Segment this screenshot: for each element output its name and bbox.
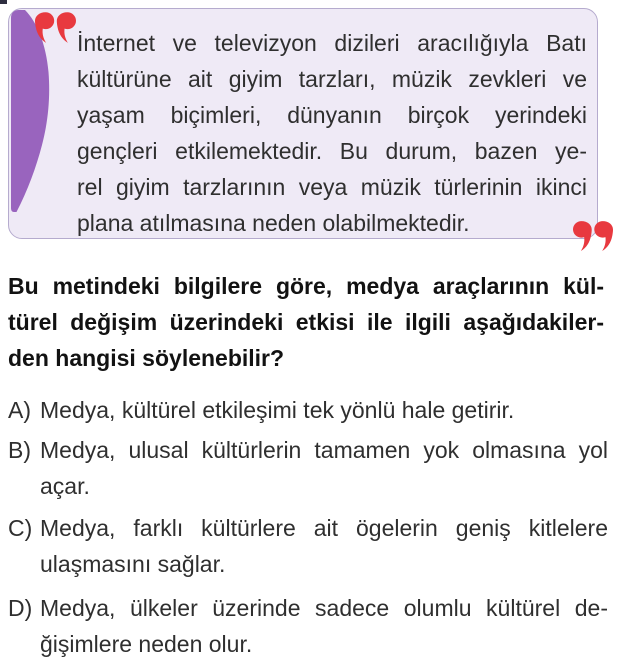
option-c-letter: C) xyxy=(8,515,33,541)
open-quote-icon xyxy=(35,11,76,45)
option-d-letter: D) xyxy=(8,595,33,621)
option-d xyxy=(8,590,610,662)
scan-artifact xyxy=(0,0,7,4)
option-b-text: Medya, ulusal kültürlerin tamamen yok olmasına yol açar. xyxy=(40,437,608,499)
option-a-text: Medya, kültürel etkileşimi tek yönlü hale getirir. xyxy=(40,397,515,423)
option-b-letter: B) xyxy=(8,437,31,463)
quote-text: İnternet ve televizyon dizileri aracılığıyla Batı kültürüne ait giyim tarzları, müzik zevkleri ve yaşam biçimleri, dünyanın birçok yerindeki gençleri etkilemektedir. Bu durum, bazen ye- rel giyim tarzlarının veya müzik türlerinin ikinci plana atılmasına neden olabilmektedir. xyxy=(77,30,587,236)
option-c-text: Medya, farklı kültürlere ait ögelerin geniş kitlelere ulaşmasını sağlar. xyxy=(40,515,608,577)
close-quote-icon xyxy=(573,220,613,253)
option-b xyxy=(8,432,610,504)
option-a-letter: A) xyxy=(8,397,31,423)
option-c xyxy=(8,510,610,582)
option-a xyxy=(8,392,610,428)
quote-box xyxy=(8,8,598,239)
question-stem: Bu metindeki bilgilere göre, medya araçlarının kül- türel değişim üzerindeki etkisi ile ilgili aşağıdakiler- den hangisi söylenebilir? xyxy=(8,273,604,371)
option-d-text: Medya, ülkeler üzerinde sadece olumlu kültürel de- ğişimlere neden olur. xyxy=(40,595,608,657)
